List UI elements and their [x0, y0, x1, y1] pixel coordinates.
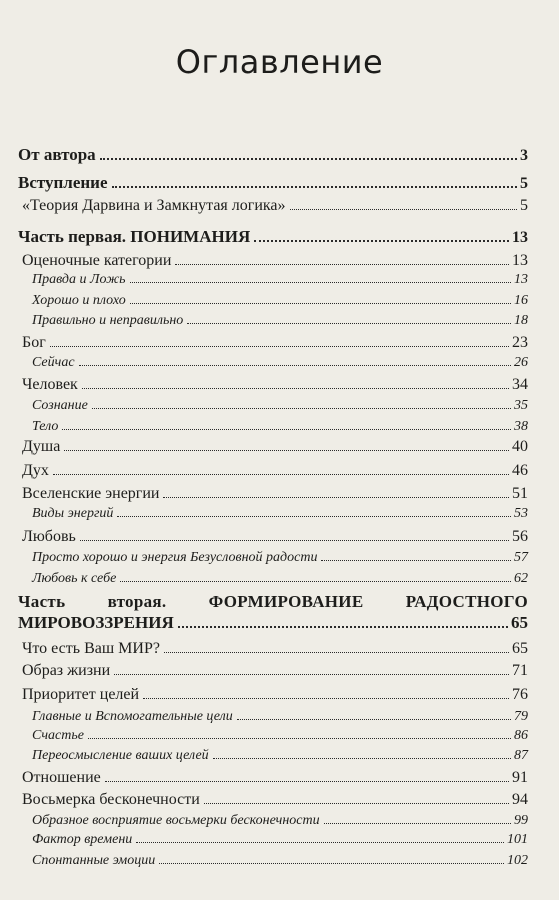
entry-title: Главные и Вспомогательные цели [32, 709, 233, 724]
page-number: 94 [512, 791, 528, 808]
dot-leader [136, 842, 504, 843]
toc-entry[interactable] [22, 640, 528, 658]
dot-leader [159, 863, 504, 864]
part-two-heading-text: МИРОВОЗЗРЕНИЯ [18, 613, 174, 632]
dot-leader [82, 388, 509, 389]
dot-leader [80, 540, 509, 541]
entry-title: Виды энергий [32, 506, 114, 521]
toc-entry[interactable] [32, 709, 528, 725]
dot-leader [88, 738, 511, 739]
page-number: 76 [512, 686, 528, 703]
page-number: 86 [514, 728, 528, 743]
entry-title: Вступление [18, 173, 108, 192]
toc-entry[interactable] [22, 252, 528, 270]
entry-title: Часть первая. ПОНИМАНИЯ [18, 227, 251, 246]
page-number: 3 [520, 147, 528, 164]
toc-entry[interactable] [32, 728, 528, 744]
dot-leader [105, 781, 509, 782]
dot-leader [164, 652, 509, 653]
toc-entry[interactable] [22, 769, 528, 787]
dot-leader [53, 474, 509, 475]
entry-title: Просто хорошо и энергия Безусловной радости [32, 550, 318, 565]
page-number: 34 [512, 376, 528, 393]
entry-title: Оценочные категории [22, 252, 172, 269]
page-number: 87 [514, 748, 528, 763]
page-number: 99 [514, 813, 528, 828]
toc-entry[interactable] [18, 173, 528, 193]
dot-leader [130, 303, 511, 304]
toc-entry[interactable] [18, 145, 528, 165]
heading-word: вторая. [107, 592, 167, 611]
page-number: 23 [512, 334, 528, 351]
toc-entry[interactable] [32, 398, 528, 414]
entry-title: Приоритет целей [22, 686, 140, 703]
toc-entry[interactable] [22, 528, 528, 546]
page-number: 13 [512, 252, 528, 269]
page-number: 65 [511, 613, 528, 632]
page-number: 79 [514, 709, 528, 724]
entry-title: Любовь [22, 528, 76, 545]
entry-title: Вселенские энергии [22, 485, 160, 502]
toc-entry[interactable] [32, 293, 528, 309]
page-number: 5 [520, 175, 528, 192]
dot-leader [204, 803, 509, 804]
dot-leader [130, 282, 511, 283]
heading-word: РАДОСТНОГО [405, 592, 528, 611]
heading-word: Часть [18, 592, 66, 611]
page-number: 40 [512, 438, 528, 455]
toc-entry[interactable] [32, 853, 528, 869]
heading-word: ФОРМИРОВАНИЕ [208, 592, 364, 611]
toc-entry[interactable] [22, 376, 528, 394]
page-number: 38 [514, 419, 528, 434]
dot-leader [324, 823, 511, 824]
entry-title: Восьмерка бесконечности [22, 791, 200, 808]
dot-leader [64, 450, 509, 451]
entry-title: Правильно и неправильно [32, 313, 184, 328]
dot-leader [92, 408, 511, 409]
page-number: 13 [514, 272, 528, 287]
toc-entry[interactable] [32, 313, 528, 329]
entry-title: Образное восприятие восьмерки бесконечности [32, 813, 320, 828]
entry-title: Тело [32, 419, 59, 434]
entry-title: Отношение [22, 769, 101, 786]
page-number: 65 [512, 640, 528, 657]
page-number: 35 [514, 398, 528, 413]
part-two-heading-line1 [18, 592, 528, 612]
entry-title: Любовь к себе [32, 571, 117, 586]
toc-entry[interactable] [32, 832, 528, 848]
dot-leader [117, 516, 511, 517]
dot-leader [178, 626, 508, 628]
toc-entry[interactable] [22, 662, 528, 680]
page-number: 101 [507, 832, 528, 847]
entry-title: От автора [18, 145, 96, 164]
entry-title: Душа [22, 438, 61, 455]
dot-leader [187, 323, 511, 324]
toc-entry[interactable] [32, 571, 528, 587]
toc-entry[interactable] [22, 462, 528, 480]
page-number: 56 [512, 528, 528, 545]
toc-entry[interactable] [32, 419, 528, 435]
dot-leader [62, 429, 511, 430]
entry-title: Что есть Ваш МИР? [22, 640, 160, 657]
dot-leader [112, 186, 517, 188]
entry-title: Сознание [32, 398, 88, 413]
toc-entry[interactable] [18, 227, 528, 247]
dot-leader [163, 497, 509, 498]
entry-title: Хорошо и плохо [32, 293, 126, 308]
entry-title: «Теория Дарвина и Замкнутая логика» [22, 197, 286, 214]
entry-title: Спонтанные эмоции [32, 853, 156, 868]
entry-title: Правда и Ложь [32, 272, 126, 287]
page-number: 102 [507, 853, 528, 868]
dot-leader [321, 560, 511, 561]
page-number: 13 [512, 229, 528, 246]
dot-leader [114, 674, 509, 675]
dot-leader [175, 264, 509, 265]
dot-leader [79, 365, 511, 366]
dot-leader [120, 581, 511, 582]
page-number: 46 [512, 462, 528, 479]
page-number: 26 [514, 355, 528, 370]
toc-entry[interactable] [22, 334, 528, 352]
page-number: 91 [512, 769, 528, 786]
page-number: 71 [512, 662, 528, 679]
entry-title: Фактор времени [32, 832, 133, 847]
entry-title: Счастье [32, 728, 84, 743]
page-title: Оглавление [175, 43, 384, 82]
toc-entry[interactable] [22, 485, 528, 503]
toc-entry[interactable] [32, 550, 528, 566]
toc-entry[interactable] [22, 791, 528, 809]
toc-entry[interactable] [32, 813, 528, 829]
dot-leader [143, 698, 509, 699]
page-number: 57 [514, 550, 528, 565]
page-number: 51 [512, 485, 528, 502]
dot-leader [213, 758, 511, 759]
dot-leader [254, 240, 509, 242]
toc-entry[interactable] [32, 355, 528, 371]
entry-title: Переосмысление ваших целей [32, 748, 209, 763]
toc-entry[interactable] [32, 272, 528, 288]
toc-entry[interactable] [22, 438, 528, 456]
toc-entry[interactable] [22, 686, 528, 704]
entry-title: Сейчас [32, 355, 75, 370]
part-two-heading-line2 [18, 613, 528, 633]
page-number: 18 [514, 313, 528, 328]
page-number: 5 [520, 197, 528, 214]
entry-title: Бог [22, 334, 46, 351]
toc-entry[interactable] [22, 197, 528, 215]
entry-title: Образ жизни [22, 662, 111, 679]
dot-leader [290, 209, 517, 210]
toc-entry[interactable] [32, 506, 528, 522]
page-number: 16 [514, 293, 528, 308]
entry-title: Человек [22, 376, 78, 393]
dot-leader [50, 346, 509, 347]
toc-entry-part-two[interactable] [18, 592, 528, 633]
toc-entry[interactable] [32, 748, 528, 764]
page-number: 53 [514, 506, 528, 521]
dot-leader [237, 719, 511, 720]
entry-title: Дух [22, 462, 49, 479]
page-number: 62 [514, 571, 528, 586]
dot-leader [100, 158, 517, 160]
